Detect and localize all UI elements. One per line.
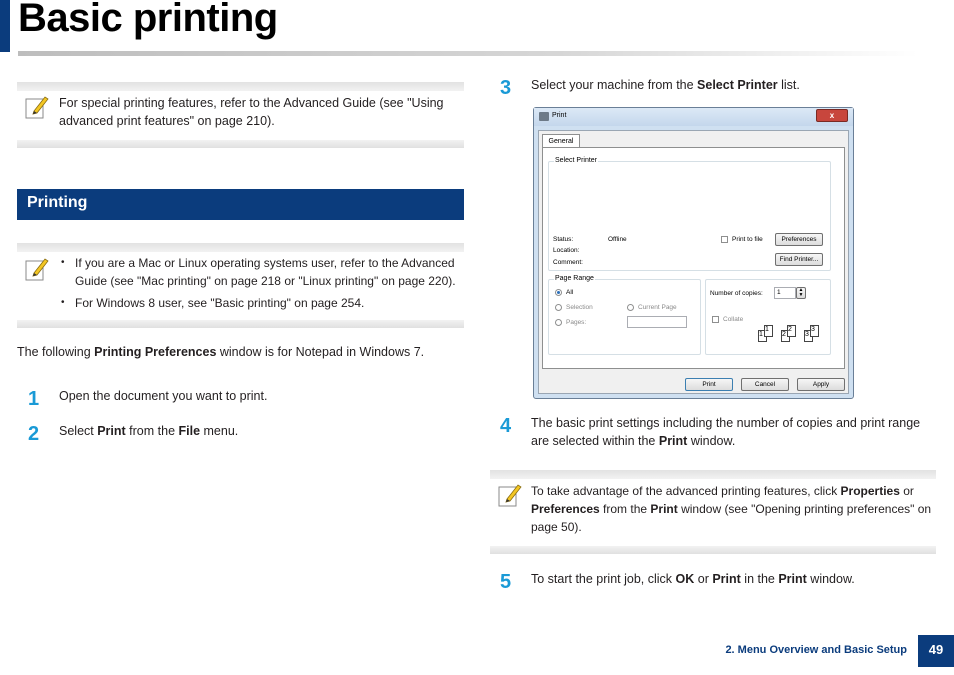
collate-checkbox[interactable]: [712, 316, 719, 323]
pages-input[interactable]: [627, 316, 687, 328]
range-current-radio[interactable]: [627, 304, 634, 311]
step-text: Select Print from the File menu.: [59, 424, 239, 438]
page-title: Basic printing: [18, 0, 278, 40]
group-label: Select Printer: [555, 157, 598, 164]
footer-chapter: 2. Menu Overview and Basic Setup: [725, 644, 907, 656]
section-title: Printing: [27, 194, 88, 211]
collate-page-icon: 1: [758, 330, 767, 342]
collate-page-icon: 1: [764, 325, 773, 337]
step-number: 1: [28, 388, 40, 410]
note-box: [17, 82, 464, 148]
collate-page-icon: 2: [781, 330, 790, 342]
collate-page-icon: 3: [804, 330, 813, 342]
range-current-label: Current Page: [638, 304, 677, 311]
note-text: To take advantage of the advanced printing features, click Properties or Preferences from the Print window (see "Opening printing preferences" on page 50).: [531, 484, 932, 534]
print-dialog: [533, 107, 854, 399]
find-printer-button[interactable]: Find Printer...: [775, 253, 823, 266]
copies-stepper[interactable]: ▲ ▼: [796, 287, 806, 299]
note-bottom-bar: [17, 140, 464, 148]
note-top-bar: [17, 82, 464, 91]
range-pages-radio[interactable]: [555, 319, 562, 326]
note-pencil-icon: [498, 482, 522, 508]
title-accent-bar: [0, 0, 10, 52]
step-text: To start the print job, click OK or Print in the Print window.: [531, 572, 855, 586]
page-range-group: [548, 275, 701, 355]
tab-panel: [542, 147, 845, 369]
dialog-titlebar: [534, 108, 853, 126]
print-button[interactable]: Print: [685, 378, 733, 391]
title-rule: [18, 51, 918, 56]
step-number: 3: [500, 77, 512, 99]
note-bottom-bar: [17, 320, 464, 328]
range-pages-label: Pages:: [566, 319, 587, 326]
copies-input[interactable]: 1: [774, 287, 796, 299]
note-text: For special printing features, refer to the Advanced Guide (see "Using advanced print features" on page 210).: [59, 96, 444, 128]
dialog-title: Print: [552, 112, 567, 119]
intro-text: The following Printing Preferences window is for Notepad in Windows 7.: [17, 345, 425, 359]
range-selection-radio[interactable]: [555, 304, 562, 311]
step-text: The basic print settings including the number of copies and print range are selected within the Print window.: [531, 416, 921, 448]
note-bullet-list: [59, 254, 463, 316]
note-top-bar: [490, 470, 936, 479]
note-top-bar: [17, 243, 464, 252]
list-item: • If you are a Mac or Linux operating systems user, refer to the Advanced Guide (see "Mac printing" on page 218 or "Linux printing" on page 220).: [59, 254, 463, 290]
range-all-radio[interactable]: [555, 289, 562, 296]
printer-icon: [539, 112, 549, 121]
step-number: 5: [500, 571, 512, 593]
step-number: 4: [500, 415, 512, 437]
comment-label: Comment:: [553, 259, 583, 266]
copies-label: Number of copies:: [710, 290, 763, 297]
select-printer-group: [548, 157, 831, 271]
cancel-button[interactable]: Cancel: [741, 378, 789, 391]
close-button[interactable]: x: [816, 109, 848, 122]
collate-page-icon: 3: [810, 325, 819, 337]
group-label: Page Range: [555, 275, 594, 282]
section-header: [17, 189, 464, 220]
preferences-button[interactable]: Preferences: [775, 233, 823, 246]
print-to-file-checkbox[interactable]: [721, 236, 728, 243]
note-pencil-icon: [25, 94, 49, 120]
page-number: 49: [928, 642, 944, 657]
list-item: • For Windows 8 user, see "Basic printing" on page 254.: [59, 294, 463, 312]
tab-general[interactable]: General: [542, 134, 580, 148]
copies-group: [705, 279, 831, 355]
status-label: Status:: [553, 236, 574, 243]
range-selection-label: Selection: [566, 304, 593, 311]
step-text: Select your machine from the Select Printer list.: [531, 78, 800, 92]
note-bottom-bar: [490, 546, 936, 554]
step-number: 2: [28, 423, 40, 445]
note-pencil-icon: [25, 256, 49, 282]
dialog-body: [538, 130, 849, 394]
collate-label: Collate: [723, 316, 744, 323]
print-to-file-label: Print to file: [732, 236, 763, 243]
apply-button[interactable]: Apply: [797, 378, 845, 391]
collate-page-icon: 2: [787, 325, 796, 337]
status-value: Offline: [608, 236, 627, 243]
location-label: Location:: [553, 247, 580, 254]
range-all-label: All: [566, 289, 574, 296]
step-text: Open the document you want to print.: [59, 389, 268, 403]
note-box: [490, 470, 936, 554]
note-box: [17, 243, 464, 328]
page-number-box: [918, 635, 954, 667]
